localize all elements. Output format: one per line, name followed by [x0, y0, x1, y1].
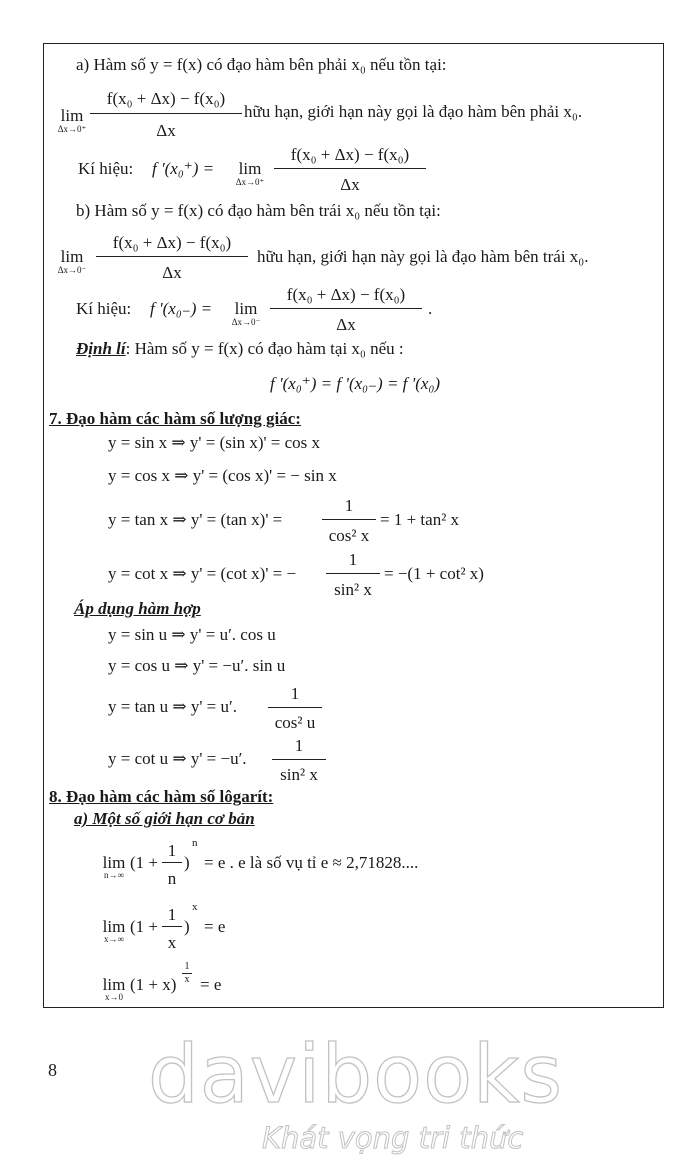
sin-derivative: y = sin x ⇒ y' = (sin x)' = cos x — [108, 433, 321, 452]
cot-u-derivative-lhs: y = cot u ⇒ y' = −u′. — [108, 749, 247, 768]
period: . — [428, 299, 433, 318]
lim-subscript: x→∞ — [104, 934, 124, 944]
davibooks-logo: davibooks — [148, 1028, 564, 1121]
fraction-denominator: cos² u — [274, 713, 316, 732]
lim-operator: lim — [234, 299, 258, 318]
right-derivative-intro: a) Hàm số y = f(x) có đạo hàm bên phải x₀ nếu tồn tại: — [76, 55, 447, 74]
basic-limits-heading: a) Một số giới hạn cơ bản — [74, 809, 255, 828]
fraction-bar — [272, 759, 326, 760]
fraction-bar — [162, 926, 182, 927]
section-8-heading: 8. Đạo hàm các hàm số lôgarít: — [49, 787, 274, 806]
theorem-formula: f '(x₀⁺) = f '(x₀₋) = f '(x₀) — [270, 374, 441, 393]
fraction-numerator: f(x₀ + Δx) − f(x₀) — [286, 285, 406, 304]
lim-operator: lim — [238, 159, 262, 178]
lim-subscript: x→0 — [105, 992, 123, 1002]
cot-derivative-lhs: y = cot x ⇒ y' = (cot x)' = − — [108, 564, 297, 583]
open-paren: (1 + — [130, 853, 158, 872]
fraction-numerator: 1 — [167, 841, 177, 860]
fraction-bar — [322, 519, 376, 520]
fraction-bar — [96, 256, 248, 257]
fraction-numerator: 1 — [348, 550, 358, 569]
fraction-numerator: f(x₀ + Δx) − f(x₀) — [290, 145, 410, 164]
fraction-denominator: sin² x — [280, 765, 318, 784]
fraction-numerator: 1 — [167, 905, 177, 924]
limit-1-result: = e . e là số vụ tỉ e ≈ 2,71828.... — [204, 853, 419, 872]
composite-heading: Áp dụng hàm hợp — [74, 599, 201, 618]
lim-subscript: Δx→0⁻ — [57, 265, 87, 275]
right-derivative-definition: hữu hạn, giới hạn này gọi là đạo hàm bên phải x₀. — [244, 102, 583, 121]
exponent-numerator: 1 — [184, 961, 190, 972]
lim-subscript: Δx→0⁺ — [57, 124, 87, 134]
close-paren: ) — [184, 917, 190, 936]
fraction-denominator: Δx — [340, 175, 360, 194]
close-paren: ) — [184, 853, 190, 872]
lim-operator: lim — [102, 917, 126, 936]
fraction-denominator: Δx — [336, 315, 356, 334]
fraction-bar — [274, 168, 426, 169]
limit-2-result: = e — [204, 917, 226, 936]
tan-u-derivative-lhs: y = tan u ⇒ y' = u′. — [108, 697, 237, 716]
fraction-denominator: Δx — [156, 121, 176, 140]
lim-subscript: n→∞ — [104, 870, 124, 880]
fraction-bar — [162, 862, 182, 863]
theorem-label: Định lí — [76, 339, 126, 358]
notation-label: Kí hiệu: — [78, 159, 134, 178]
fraction-denominator: cos² x — [328, 526, 370, 545]
lim-subscript: Δx→0⁻ — [231, 317, 261, 327]
notation-label: Kí hiệu: — [76, 299, 132, 318]
fraction-denominator: Δx — [162, 263, 182, 282]
fraction-bar — [270, 308, 422, 309]
fraction-numerator: f(x₀ + Δx) − f(x₀) — [112, 233, 232, 252]
fraction-bar — [326, 573, 380, 574]
limit-3-base: (1 + x) — [130, 975, 177, 994]
cot-derivative-rhs: = −(1 + cot² x) — [384, 564, 484, 583]
lim-operator: lim — [60, 247, 84, 266]
page-number: 8 — [48, 1060, 57, 1080]
lim-subscript: Δx→0⁺ — [235, 177, 265, 187]
fraction-denominator: x — [167, 933, 177, 952]
limit-3-result: = e — [200, 975, 222, 994]
exponent: x — [192, 901, 198, 913]
lim-operator: lim — [102, 853, 126, 872]
sin-u-derivative: y = sin u ⇒ y' = u′. cos u — [108, 625, 276, 644]
lim-operator: lim — [102, 975, 126, 994]
left-derivative-symbol: f '(x₀₋) = — [150, 299, 213, 318]
fraction-numerator: 1 — [294, 736, 304, 755]
fraction-numerator: 1 — [290, 684, 300, 703]
left-derivative-intro: b) Hàm số y = f(x) có đạo hàm bên trái x₀ nếu tồn tại: — [76, 201, 441, 220]
fraction-bar — [90, 113, 242, 114]
brand-slogan: Khát vọng tri thức — [262, 1121, 524, 1155]
fraction-denominator: sin² x — [334, 580, 372, 599]
lim-operator: lim — [60, 106, 84, 125]
cos-derivative: y = cos x ⇒ y' = (cos x)' = − sin x — [108, 466, 337, 485]
cos-u-derivative: y = cos u ⇒ y' = −u′. sin u — [108, 656, 286, 675]
fraction-denominator: n — [167, 869, 177, 888]
left-derivative-definition: hữu hạn, giới hạn này gọi là đạo hàm bên trái x₀. — [257, 247, 589, 266]
tan-derivative-lhs: y = tan x ⇒ y' = (tan x)' = — [108, 510, 283, 529]
exponent: n — [192, 837, 198, 849]
fraction-numerator: f(x₀ + Δx) − f(x₀) — [106, 89, 226, 108]
fraction-numerator: 1 — [344, 496, 354, 515]
section-7-heading: 7. Đạo hàm các hàm số lượng giác: — [49, 409, 301, 428]
theorem-text: : Hàm số y = f(x) có đạo hàm tại x₀ nếu : — [125, 339, 404, 358]
fraction-bar — [268, 707, 322, 708]
right-derivative-symbol: f '(x₀⁺) = — [152, 159, 215, 178]
open-paren: (1 + — [130, 917, 158, 936]
exponent-denominator: x — [184, 974, 190, 985]
theorem-line — [76, 340, 404, 357]
tan-derivative-rhs: = 1 + tan² x — [380, 510, 460, 529]
